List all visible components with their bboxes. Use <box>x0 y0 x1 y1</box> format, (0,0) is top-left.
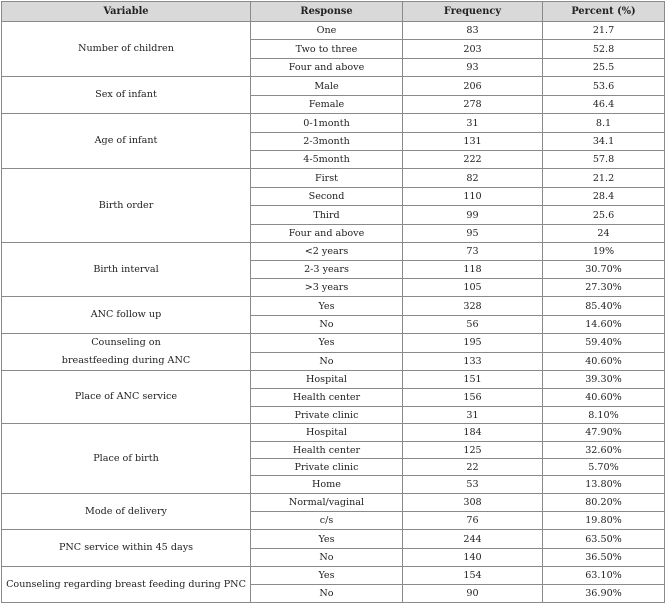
percent-cell: 13.80% <box>543 476 665 494</box>
frequency-cell: 244 <box>403 530 543 549</box>
variable-label: Place of ANC service <box>74 391 178 402</box>
percent-cell: 28.4 <box>543 188 665 206</box>
percent-cell: 47.90% <box>543 424 665 442</box>
response-cell: Yes <box>251 297 403 316</box>
frequency-cell: 76 <box>403 512 543 530</box>
percent-cell: 21.2 <box>543 169 665 188</box>
variable-cell <box>2 334 251 371</box>
response-cell: Health center <box>251 442 403 459</box>
percent-cell: 25.5 <box>543 59 665 77</box>
frequency-cell: 154 <box>403 567 543 585</box>
data-table <box>1 1 665 603</box>
table-row <box>2 334 665 353</box>
frequency-cell: 133 <box>403 352 543 371</box>
frequency-cell: 206 <box>403 77 543 96</box>
header-row <box>2 2 665 22</box>
frequency-cell: 131 <box>403 133 543 151</box>
table-row <box>2 297 665 316</box>
percent-cell: 36.50% <box>543 549 665 567</box>
variable-label: breastfeeding during ANC <box>61 355 191 366</box>
frequency-cell: 118 <box>403 261 543 279</box>
frequency-cell: 99 <box>403 206 543 225</box>
response-cell: No <box>251 549 403 567</box>
variable-label: Age of infant <box>94 135 158 146</box>
variable-label: Sex of infant <box>95 89 157 100</box>
frequency-cell: 56 <box>403 316 543 334</box>
variable-cell <box>2 530 251 567</box>
percent-cell: 53.6 <box>543 77 665 96</box>
frequency-cell: 195 <box>403 334 543 353</box>
variable-cell <box>2 567 251 603</box>
frequency-cell: 203 <box>403 40 543 59</box>
frequency-cell: 93 <box>403 59 543 77</box>
variable-cell <box>2 243 251 297</box>
frequency-cell: 125 <box>403 442 543 459</box>
variable-label: Place of birth <box>93 452 159 464</box>
header-frequency: Frequency <box>403 2 543 22</box>
response-cell: Yes <box>251 530 403 549</box>
percent-cell: 8.10% <box>543 407 665 424</box>
response-cell: >3 years <box>251 279 403 297</box>
response-cell: No <box>251 316 403 334</box>
header-variable: Variable <box>2 2 251 22</box>
percent-cell: 57.8 <box>543 151 665 169</box>
response-cell: 0-1month <box>251 114 403 133</box>
response-cell: Normal/vaginal <box>251 494 403 512</box>
percent-cell: 25.6 <box>543 206 665 225</box>
frequency-cell: 222 <box>403 151 543 169</box>
percent-cell: 85.40% <box>543 297 665 316</box>
table-row <box>2 114 665 133</box>
response-cell: Third <box>251 206 403 225</box>
variable-cell <box>2 494 251 530</box>
percent-cell: 24 <box>543 225 665 243</box>
frequency-cell: 308 <box>403 494 543 512</box>
variable-label: Birth order <box>98 199 154 211</box>
percent-cell: 59.40% <box>543 334 665 353</box>
frequency-cell: 105 <box>403 279 543 297</box>
table-row <box>2 169 665 188</box>
response-cell: No <box>251 352 403 371</box>
percent-cell: 36.90% <box>543 585 665 603</box>
percent-cell: 46.4 <box>543 96 665 114</box>
percent-cell: 14.60% <box>543 316 665 334</box>
percent-cell: 8.1 <box>543 114 665 133</box>
percent-cell: 21.7 <box>543 22 665 40</box>
frequency-cell: 156 <box>403 389 543 407</box>
percent-cell: 40.60% <box>543 352 665 371</box>
response-cell: First <box>251 169 403 188</box>
response-cell: Health center <box>251 389 403 407</box>
frequency-cell: 151 <box>403 371 543 389</box>
percent-cell: 5.70% <box>543 459 665 476</box>
response-cell: Male <box>251 77 403 96</box>
table-row <box>2 530 665 549</box>
table-header <box>2 2 665 22</box>
response-cell: Yes <box>251 334 403 353</box>
percent-cell: 27.30% <box>543 279 665 297</box>
variable-cell <box>2 169 251 243</box>
frequency-cell: 140 <box>403 549 543 567</box>
table-row <box>2 424 665 442</box>
variable-label: Counseling regarding breast feeding during PNC <box>6 578 246 590</box>
variable-label: Number of children <box>78 43 174 54</box>
response-cell: 4-5month <box>251 151 403 169</box>
response-cell: Female <box>251 96 403 114</box>
table-row <box>2 567 665 585</box>
table-body <box>2 22 665 603</box>
variable-label: PNC service within 45 days <box>58 542 194 553</box>
percent-cell: 19.80% <box>543 512 665 530</box>
variable-cell <box>2 77 251 114</box>
percent-cell: 80.20% <box>543 494 665 512</box>
percent-cell: 40.60% <box>543 389 665 407</box>
response-cell: Hospital <box>251 371 403 389</box>
response-cell: Private clinic <box>251 407 403 424</box>
table-row <box>2 494 665 512</box>
table-row <box>2 243 665 261</box>
frequency-cell: 53 <box>403 476 543 494</box>
response-cell: Yes <box>251 567 403 585</box>
frequency-cell: 90 <box>403 585 543 603</box>
percent-cell: 63.10% <box>543 567 665 585</box>
frequency-cell: 328 <box>403 297 543 316</box>
percent-cell: 34.1 <box>543 133 665 151</box>
variable-cell <box>2 114 251 169</box>
variable-cell <box>2 424 251 494</box>
variable-label: ANC follow up <box>90 309 162 320</box>
frequency-cell: 31 <box>403 407 543 424</box>
percent-cell: 30.70% <box>543 261 665 279</box>
response-cell: Second <box>251 188 403 206</box>
response-cell: Four and above <box>251 225 403 243</box>
response-cell: Hospital <box>251 424 403 442</box>
variable-cell <box>2 22 251 77</box>
response-cell: 2-3 years <box>251 261 403 279</box>
frequency-cell: 82 <box>403 169 543 188</box>
frequency-cell: 73 <box>403 243 543 261</box>
frequency-cell: 95 <box>403 225 543 243</box>
percent-cell: 63.50% <box>543 530 665 549</box>
response-cell: Four and above <box>251 59 403 77</box>
response-cell: No <box>251 585 403 603</box>
frequency-cell: 22 <box>403 459 543 476</box>
variable-label: Mode of delivery <box>85 505 167 517</box>
header-response: Response <box>251 2 403 22</box>
table-row <box>2 77 665 96</box>
table-row <box>2 371 665 389</box>
variable-cell <box>2 297 251 334</box>
frequency-cell: 31 <box>403 114 543 133</box>
frequency-cell: 83 <box>403 22 543 40</box>
percent-cell: 52.8 <box>543 40 665 59</box>
response-cell: Home <box>251 476 403 494</box>
response-cell: c/s <box>251 512 403 530</box>
frequency-cell: 110 <box>403 188 543 206</box>
frequency-cell: 184 <box>403 424 543 442</box>
header-percent: Percent (%) <box>543 2 665 22</box>
percent-cell: 32.60% <box>543 442 665 459</box>
response-cell: Two to three <box>251 40 403 59</box>
frequency-cell: 278 <box>403 96 543 114</box>
variable-label: Counseling on <box>91 337 161 348</box>
table-row <box>2 22 665 40</box>
response-cell: <2 years <box>251 243 403 261</box>
percent-cell: 39.30% <box>543 371 665 389</box>
response-cell: Private clinic <box>251 459 403 476</box>
response-cell: One <box>251 22 403 40</box>
response-cell: 2-3month <box>251 133 403 151</box>
variable-cell <box>2 371 251 424</box>
variable-label: Birth interval <box>93 263 159 275</box>
percent-cell: 19% <box>543 243 665 261</box>
